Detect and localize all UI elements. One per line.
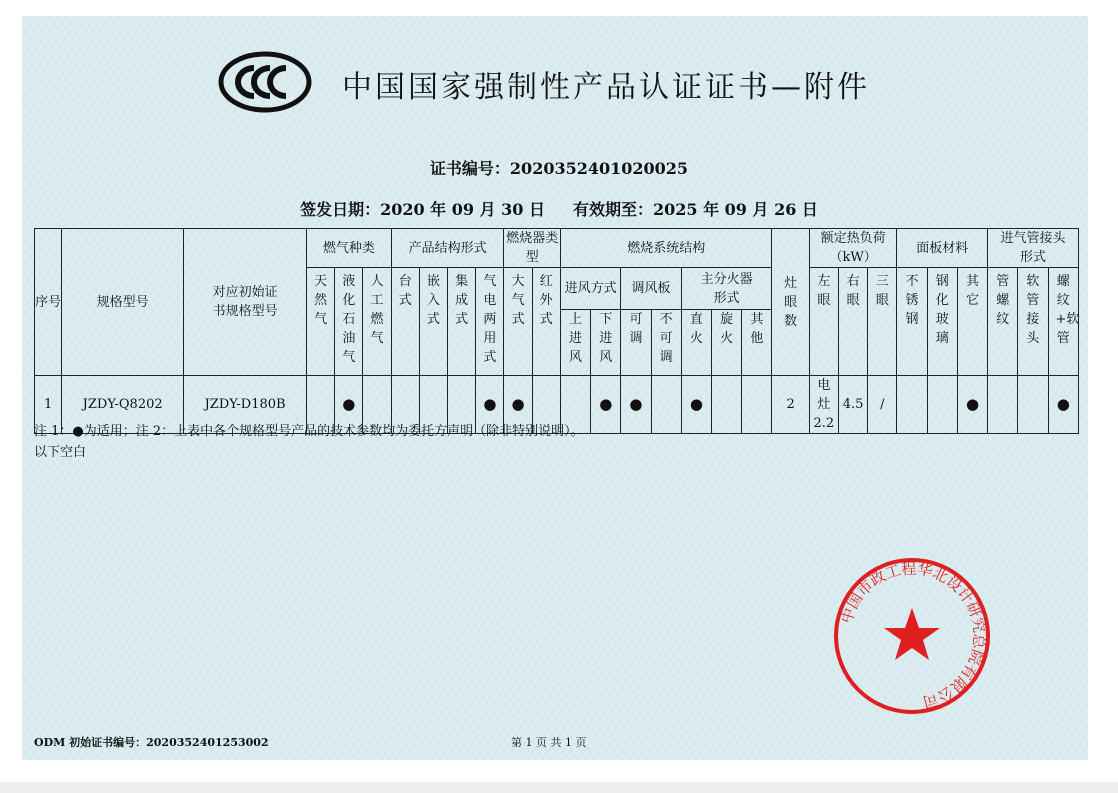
header-panel-other: 其它	[957, 268, 987, 376]
header-panel-material: 面板材料	[897, 229, 988, 268]
header-thread-hose: 螺纹+软管	[1048, 268, 1078, 376]
header-down-air: 下进风	[591, 310, 621, 376]
header-atmospheric: 大气式	[504, 268, 532, 376]
row-orig-model: JZDY-D180B	[184, 376, 307, 434]
header-direct-fire: 直火	[681, 310, 711, 376]
page-number: 第 1 页 共 1 页	[511, 736, 587, 749]
header-glass: 钢化玻璃	[927, 268, 957, 376]
page-title: 中国国家强制性产品认证证书—附件	[342, 70, 870, 105]
header-gas-type: 燃气种类	[307, 229, 392, 268]
note-line: 注 1：●为适用；注 2：上表中各个规格型号产品的技术参数均为委托方声明（除非特别说明）。	[34, 424, 584, 439]
row-lpg-mark: ●	[335, 376, 363, 434]
header-air-inlet: 进风方式	[560, 268, 620, 310]
row-thread-hose-mark: ●	[1048, 376, 1078, 434]
header-model: 规格型号	[62, 229, 184, 376]
header-embedded: 嵌入式	[419, 268, 447, 376]
header-dual-use: 气电两用式	[476, 268, 504, 376]
svg-text:中国市政工程华北设计研究总院有限公司: 中国市政工程华北设计研究总院有限公司	[837, 559, 989, 712]
header-inlet: 进气管接头形式	[988, 229, 1079, 268]
row-dual-mark: ●	[476, 376, 504, 434]
header-hose: 软管接头	[1018, 268, 1048, 376]
odm-cert-number: ODM 初始证书编号：2020352401253002	[34, 736, 269, 749]
row-direct-fire-mark: ●	[681, 376, 711, 434]
header-fire-other: 其他	[742, 310, 772, 376]
header-structure: 产品结构形式	[391, 229, 504, 268]
header-burner-type: 燃烧器类型	[504, 229, 560, 268]
header-eyes: 灶眼数	[772, 229, 809, 376]
row-right-heat: 4.5	[838, 376, 867, 434]
header-table-type: 台式	[391, 268, 419, 376]
header-artificial-gas: 人工燃气	[363, 268, 391, 376]
bottom-bar	[0, 782, 1118, 793]
row-down-air-mark: ●	[591, 376, 621, 434]
header-integrated: 集成式	[448, 268, 476, 376]
row-atmospheric-mark: ●	[504, 376, 532, 434]
header-lpg: 液化石油气	[335, 268, 363, 376]
row-three-heat: /	[868, 376, 897, 434]
row-left-heat: 电灶2.2	[809, 376, 838, 434]
header-non-adjustable: 不可调	[651, 310, 681, 376]
header-three-eye: 三眼	[868, 268, 897, 376]
header-orig-model: 对应初始证书规格型号	[184, 229, 307, 376]
date-line	[0, 197, 1118, 220]
header-right-eye: 右眼	[838, 268, 867, 376]
header-adjustable: 可调	[621, 310, 651, 376]
issue-date: 签发日期：2020 年 09 月 30 日	[300, 200, 545, 219]
header-stainless: 不锈钢	[897, 268, 927, 376]
row-adjustable-mark: ●	[621, 376, 651, 434]
header-up-air: 上进风	[560, 310, 590, 376]
header-damper: 调风板	[621, 268, 681, 310]
header-seq: 序号	[35, 229, 62, 376]
header-left-eye: 左眼	[809, 268, 838, 376]
row-seq: 1	[35, 376, 62, 434]
blank-below-note: 以下空白	[34, 445, 87, 460]
official-seal-icon	[832, 556, 992, 716]
spec-table	[34, 228, 1079, 434]
header-combustion-system: 燃烧系统结构	[560, 229, 772, 268]
header-natural-gas: 天然气	[307, 268, 335, 376]
header-heat-load: 额定热负荷（kW）	[809, 229, 897, 268]
header-pipe-thread: 管螺纹	[988, 268, 1018, 376]
header-main-fire: 主分火器形式	[681, 268, 772, 310]
row-panel-other-mark: ●	[957, 376, 987, 434]
header-swirl-fire: 旋火	[712, 310, 742, 376]
certificate-number: 证书编号：2020352401020025	[429, 159, 689, 178]
header-infrared: 红外式	[532, 268, 560, 376]
ccc-logo-icon	[218, 51, 312, 113]
row-eyes: 2	[772, 376, 809, 434]
row-model: JZDY-Q8202	[62, 376, 184, 434]
valid-until-date: 有效期至：2025 年 09 月 26 日	[573, 200, 818, 219]
